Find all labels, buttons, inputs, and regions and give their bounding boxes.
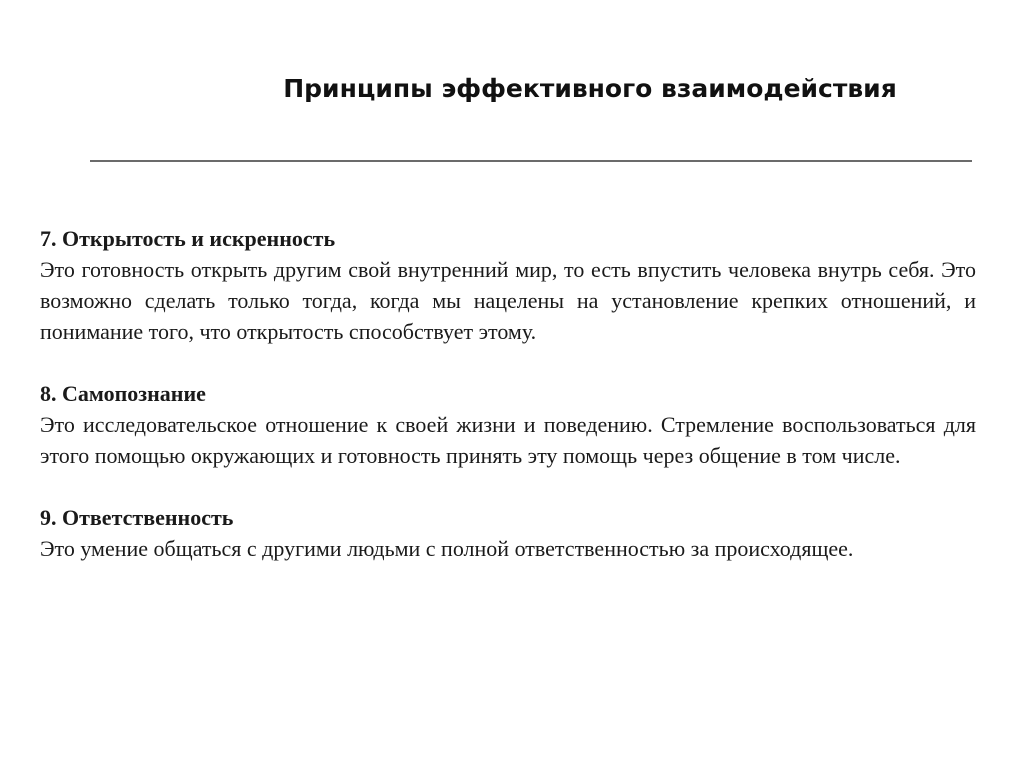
section-body: Это умение общаться с другими людьми с полной ответственностью за происходящее. <box>40 536 854 561</box>
section-heading: 9. Ответственность <box>40 505 234 530</box>
section-body: Это исследовательское отношение к своей жизни и поведению. Стремление воспользоваться для этого помощью окружающих и готовность принять эту помощь через общение в том числе. <box>40 412 976 468</box>
section-heading: 7. Открытость и искренность <box>40 226 336 251</box>
section-responsibility <box>40 502 976 564</box>
title-divider <box>90 160 972 162</box>
section-self-knowledge <box>40 378 976 471</box>
section-body: Это готовность открыть другим свой внутренний мир, то есть впустить человека внутрь себя. Это возможно сделать только тогда, когда мы нацелены на установление крепких отношений, и понимание того, что открытость способствует этому. <box>40 257 976 344</box>
section-heading: 8. Самопознание <box>40 381 206 406</box>
section-openness <box>40 223 976 347</box>
slide-title: Принципы эффективного взаимодействия <box>283 74 897 103</box>
slide-content <box>40 223 976 595</box>
